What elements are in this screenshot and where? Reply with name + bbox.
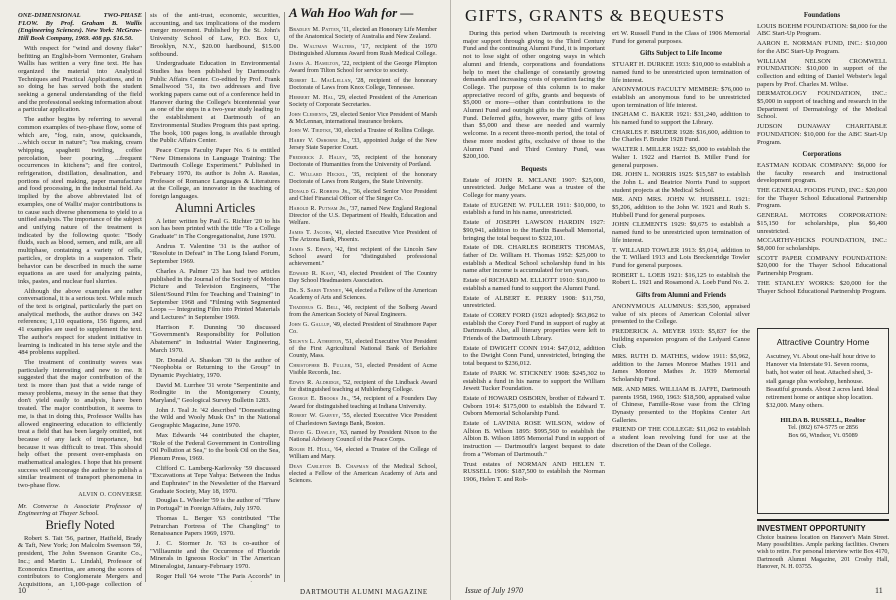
article-item: Harrison F. Dunning '30 discussed "Government's Responsibility for Pollution Abatement" in Industrial Water Engineering, March 1970. bbox=[150, 323, 280, 354]
honor-note: Robert L. MacLellan, '28, recipient of the honorary Doctorate of Laws from Knox College, Tennessee. bbox=[289, 76, 437, 91]
life-income-item: CHARLES F. BRUDER 1928: $16,600, addition to the Charles F. Bruder 1928 Fund. bbox=[612, 128, 750, 144]
foundation-item: DERMATOLOGY FOUNDATION, INC.: $5,000 in support of teaching and research in the Department of Dermatology of the Medical School. bbox=[757, 90, 887, 121]
alumni-gift-item: MRS. RUTH D. MATHES, widow 1911: $5,962, addition to the James Monroe Mathes 1911 and James Monroe Mathes Jr. 1939 Memorial Scholarship Fund. bbox=[612, 353, 750, 384]
honor-note: Harry V. Osborne Jr., '33, appointed Judge of the New Jersey State Superior Court. bbox=[289, 137, 437, 152]
column-bequests bbox=[463, 30, 605, 580]
article-item: Charles A. Palmer '23 has had two articles published in the Journal of the Society of Motion Picture and Television Engineers, "The Silent/Sound Film for Teaching and Training" in September 1968 and "Filming with Segmented Loops — Integrating Film into Printed Materials and Lectures" in September 1969. bbox=[150, 267, 280, 322]
honor-note: John G. Gallup, '49, elected President of Strathmore Paper Co. bbox=[289, 320, 437, 335]
corporations-heading: Corporations bbox=[802, 151, 842, 159]
honor-note: Dr. Waltman Walters, '17, recipient of the 1970 Distinguished Alumnus Award from Rush Medical College. bbox=[289, 42, 437, 58]
life-income-item: DR. JOHN L. NORRIS 1925: $15,587 to establish the John L. and Beatrice Norris Fund to support student projects at the Medical School. bbox=[612, 171, 750, 194]
gifts-intro: During this period when Dartmouth is receiving major support through giving to the Third Century Fund and the continuing Alumni Fund, it is important not to lose sight of other ongoing ways in which alumni and friends, corporations and foundations help to meet the challenge of constantly growing demands and increasing costs of operation facing the College. The purpose of this column is to make appreciative record of gifts, grants and bequests of $5,000 or more—other than contributions to the Alumni Fund and outright gifts to the Third Century Fund. Deferred gifts, however, many gifts of less than $5,000 and these are needed and warmly welcome. In a recent three-month period, the total of these more modest gifts, exclusive of those to the Alumni Fund and Third Century Fund, was $200,100. bbox=[463, 30, 605, 161]
life-income-item: ROBERT L. LOEB 1921: $16,125 to establish the Robert L. 1921 and Rosamond A. Loeb Fund No. 2. bbox=[612, 271, 750, 287]
article-item: A letter written by Paul G. Richter '20 to his son has been printed with the title "To a College Graduate" in The Congregationalist, June 1970. bbox=[150, 217, 280, 240]
wah-hoo-wah-heading: A Wah Hoo Wah for — bbox=[289, 5, 414, 20]
corporation-item: THE GENERAL FOODS FUND, INC.: $20,000 for the Thayer School Educational Partnership Program. bbox=[757, 187, 887, 210]
foundation-item: WILLIAM NELSON CROMWELL FOUNDATION: $10,000 in support of the collection and editing of Daniel Webster's legal papers by Prof. Charles M. Wiltse. bbox=[757, 57, 887, 88]
honor-note: John Clements, '29, elected Senior Vice President of Marsh & McLennan, international insurance brokers. bbox=[289, 110, 437, 125]
ad-body: Choice business location on Hanover's Main Street. Many possibilities. Ample parking facilities. Owners wish to retire. For personal interview write Box 4170, Dartmouth Alumni Magazine, 201 Crosby Hall, Hanover, N. H. 03755. bbox=[757, 535, 889, 570]
investment-ad bbox=[757, 519, 889, 587]
life-income-item: STUART H. DURKEE 1933: $10,000 to establish a named fund to be unrestricted upon termination of life interest. bbox=[612, 61, 750, 84]
corporation-item: SCOTT PAPER COMPANY FOUNDATION: $20,000 for the Thayer School Educational Partnership Program. bbox=[757, 254, 887, 278]
honor-note: Dr. S. Sabin Tenney, '44, elected a Fellow of the American Academy of Arts and Sciences. bbox=[289, 286, 437, 301]
article-item: David M. Lurrhee '31 wrote "Serpentinite and Rodingite in the Montgomery County, Maryland," Geological Survey Bulletin 1283. bbox=[150, 381, 280, 405]
corporation-item: MCCARTHY-HICKS FOUNDATION, INC.: $8,000 for scholarships. bbox=[757, 237, 887, 252]
honor-note: James T. Jacobs, '41, elected Executive Vice President of The Arizona Bank, Phoenix. bbox=[289, 228, 437, 244]
review-title: ONE-DIMENSIONAL TWO-PHASE FLOW. By Prof. Graham B. Wallis (Engineering Sciences). New York: McGraw-Hill Book Company, 1969. 408 pp. $16.50. bbox=[18, 12, 142, 43]
ad-realtor: HILDA B. RUSSELL, Realtor bbox=[780, 417, 866, 425]
honor-note: Harold R. Putnam Jr., '37, named New England Regional Director of the U.S. Department of Health, Education and Welfare. bbox=[289, 204, 437, 227]
honor-note: Herbert M. Hal, '29, elected President of the American Society of Corporate Secretaries. bbox=[289, 93, 437, 108]
ad-body: Ascutney, Vt. About one-half hour drive to Hanover via Interstate 91. Seven rooms, bath, hot water oil heat. Attached shed, 3-stall garage plus workshop, henhouse. Beautiful grounds. About 2 acres land. Ideal retirement home or antique shop location. $32,000. Many others. bbox=[766, 353, 879, 410]
article-item: Dr. Donald A. Shaskan '30 is the author of "Neophobia or Returning to the Group" in Dynamic Psychiatry, 1970. bbox=[150, 356, 280, 379]
honor-note: David G. Dawley, '63, named by President Nixon to the National Advisory Council of the Peace Corps. bbox=[289, 429, 437, 444]
life-income-item: ANONYMOUS FACULTY MEMBER: $76,000 to establish an anonymous fund to be unrestricted upon termination of life interest. bbox=[612, 86, 750, 109]
column-life-income bbox=[612, 30, 750, 580]
article-item: J. C. Stormer Jr. '63 is co-author of "Villiaumite and the Occurrence of Fluoride Minerals in Igneous Rocks" in The American Mineralogist, January-February 1970. bbox=[150, 540, 280, 571]
article-item: Douglas L. Wheeler '59 is the author of "Thaw in Portugal" in Foreign Affairs, July 1970. bbox=[150, 497, 280, 513]
bequest-continued: ert W. Russell Fund in the Class of 1906 Memorial Fund for general purposes. bbox=[612, 30, 750, 45]
briefly-noted-heading: Briefly Noted bbox=[45, 518, 115, 532]
alumni-gift-item: MR. AND MRS. WILLIAM B. JAFFE, Dartmouth parents 1958, 1960, 1963: $18,500, appraised value of Chinese, Famille-Rose vase from the Ch'ing Dynasty presented to the Hopkins Center Art Galleries. bbox=[612, 385, 750, 424]
bequest-item: Estate of DR. CHARLES ROBERTS THOMAS, father of Dr. William H. Thomas 1952: $25,000 to establish a Medical School scholarship fund in his name after income is accumulated for ten years. bbox=[463, 244, 605, 275]
life-income-heading: Gifts Subject to Life Income bbox=[640, 50, 722, 58]
bequest-item: Estate of PARK W. STICKNEY 1908: $245,302 to establish a fund in his name to support the William Jewett Tucker Foundation. bbox=[463, 369, 605, 393]
corporation-item: THE STANLEY WORKS: $20,000 for the Thayer School Educational Partnership Program. bbox=[757, 279, 887, 295]
article-item: Clifford C. Lamberg-Karlovsky '59 discussed "Excavations at Tepe Yahya: Between the Indus and Euphrates" in the Newsletter of the Harvard Graduate Society, May 18, 1970. bbox=[150, 464, 280, 495]
page-number-left: 10 bbox=[18, 586, 26, 595]
honor-note: Frederick J. Haley, '35, recipient of the honorary Doctorate of Humanities from the University of Portland. bbox=[289, 154, 437, 169]
country-home-ad bbox=[757, 328, 889, 514]
footer-magazine-name: DARTMOUTH ALUMNI MAGAZINE bbox=[300, 588, 428, 596]
right-page bbox=[450, 0, 896, 600]
honor-note: Edwin R. Aldridge, '52, recipient of the Lindback Award for distinguished teaching at Muhlenberg College. bbox=[289, 378, 437, 393]
column-book-review bbox=[18, 12, 142, 590]
life-income-item: INGHAM C. BAKER 1921: $31,240, addition to his named fund to support the Library. bbox=[612, 111, 750, 127]
alumni-gifts-heading: Gifts from Alumni and Friends bbox=[635, 292, 727, 300]
honor-note: George E. Brooks Jr., '54, recipient of a Founders Day Award for distinguished teaching at Indiana University. bbox=[289, 395, 437, 410]
bequest-item: Estate of COREY FORD (1921 adopted): $63,862 to establish the Corey Ford Fund in support of rugby at Dartmouth. Also, all literary properties were left to Friends of the Dartmouth Library. bbox=[463, 311, 605, 343]
review-paragraph: The treatment of continuity waves was particularly interesting and new to me. It suggested that the major contribution of the text is more than just that a wide range of messy problems, messy in the sense that they don't yield easily to analysis, have been treated. The major contribution, it seems to me, is that in doing this, Professor Wallis has allowed engineering education to efficiently treat a field that has been largely omitted, not because of any lack of importance, but because it was difficult to treat. This should help offset the present over-emphasis on mathematical analogies. I hope that his present success will encourage the author to publish a similar treatment of transport phenomena in two-phase flow. bbox=[18, 358, 142, 490]
life-income-item: T. WILLARD TOWLER 1913: $5,014, addition to the T. Willard 1913 and Lois Breckenridge Towler Fund for general purposes. bbox=[612, 246, 750, 269]
honor-note: Christopher B. Fuller, '51, elected President of Acme Visible Records, Inc. bbox=[289, 361, 437, 376]
life-income-item: JOHN CLEMENTS 1929: $9,675 to establish a named fund to be unrestricted upon termination of life interest. bbox=[612, 221, 750, 244]
ad-title: INVESTMENT OPPORTUNITY bbox=[757, 524, 866, 533]
foundations-heading: Foundations bbox=[803, 12, 841, 19]
column-wah-hoo-wah bbox=[289, 26, 437, 582]
article-item: John J. Teal Jr. '42 described "Domesticating the Wild and Wooly Musk Ox" in the National Geographic Magazine, June 1970. bbox=[150, 406, 280, 430]
bequest-item: Estate of EUGENE W. FULLER 1911: $10,000, to establish a fund in his name, unrestricted. bbox=[463, 201, 605, 217]
bequest-item: Estate of ALBERT E. PERRY 1908: $11,750, unrestricted. bbox=[463, 294, 605, 310]
page-number-right: 11 bbox=[875, 586, 883, 595]
honor-note: Bradley M. Patten, '11, elected an Honorary Life Member of the Anatomical Society of Australia and New Zealand. bbox=[289, 26, 437, 41]
column-divider bbox=[284, 12, 285, 582]
ad-title: Attractive Country Home bbox=[776, 337, 870, 347]
review-paragraph: Although the above examples are rather conversational, it is a serious text. While much of the text is original, particularly the part on analytical methods, the author draws on 342 references; 1,110 equations, 156 figures, and 41 examples are used to supplement the text. The author's respect for student initiative in learning is indicated in his terse style and the 484 problems supplied. bbox=[18, 287, 142, 357]
honor-note: John W. Tiedtke, '30, elected a Trustee of Rollins College. bbox=[289, 127, 435, 135]
honor-note: Robert W. Garvey, '55, elected Executive Vice President of Charlestown Savings Bank, Boston. bbox=[289, 412, 437, 427]
bequests-heading: Bequests bbox=[521, 165, 547, 173]
honor-note: Edward R. Kast, '43, elected President of The Country Day School Headmasters Association. bbox=[289, 269, 437, 285]
life-income-item: WALTER I. MILLER 1922: $5,000 to establish the Walter I. 1922 and Harriot B. Miller Fund for general purposes. bbox=[612, 146, 750, 169]
briefly-paragraph: Undergraduate Education in Environmental Studies has been published by Dartmouth's Public Affairs Center. Co-edited by Prof. Frank Smallwood '51, its two addresses and five working papers came out of a conference held in Hanover during the College's bicentennial year as one of the steps in a two-year study leading to the establishment at Dartmouth of an Environmental Studies Program this past spring. The book, 100 pages long, is available through the Public Affairs Center. bbox=[150, 60, 280, 145]
column-divider bbox=[145, 12, 146, 582]
article-item: Andrus T. Valentine '31 is the author of "Resolute in Defeat" in The Long Island Forum, September 1969. bbox=[150, 242, 280, 266]
corporation-item: EASTMAN KODAK COMPANY: $6,000 for the faculty research and instructional development program. bbox=[757, 161, 887, 185]
article-item: Thomas L. Berger '63 contributed "The Petrarchan Fortress of The Changling" to Renaissance Papers 1969, 1970. bbox=[150, 514, 280, 538]
bequest-item: Estate of RICHARD M. ELLIOTT 1910: $10,000 to establish a named fund to support the Alumni Fund. bbox=[463, 277, 605, 292]
foundation-item: AARON E. NORMAN FUND, INC.: $10,000 for the ABC Start-Up Program. bbox=[757, 40, 887, 55]
honor-note: Donald G. Robbins Jr., '36, elected Senior Vice President and Chief Financial Officer of The Singer Co. bbox=[289, 187, 437, 203]
bequest-item: Trust estates of NORMAN AND HELEN T. RUSSELL 1906: $187,500 to establish the Norman 1906, Helen T. and Rob- bbox=[463, 460, 605, 483]
bequest-item: Estate of LAVINIA ROSE WILSON, widow of Albion B. Wilson 1895: $995,560 to establish the Albion B. Wilson 1895 Memorial Fund in support of instruction — Dartmouth's largest bequest to date from a "Woman of Dartmouth." bbox=[463, 420, 605, 458]
life-income-item: MR. AND MRS. JOHN W. HUBBELL 1921: $5,206, addition to the John W. 1921 and Ruth S. Hubbell Fund for general purposes. bbox=[612, 196, 750, 219]
alumni-articles-heading: Alumni Articles bbox=[174, 200, 256, 215]
footer-issue: Issue of July 1970 bbox=[465, 586, 523, 595]
honor-note: James S. Erwin, '42, first recipient of the Lincoln Saw School award for "distinguished professional achievement." bbox=[289, 245, 437, 268]
foundation-item: LOUIS BOEHM FOUNDATION: $8,000 for the ABC Start-Up Program. bbox=[757, 22, 887, 38]
gifts-title: GIFTS, GRANTS & BEQUESTS bbox=[465, 6, 726, 25]
article-item: Roger Hull '64 wrote "The Paris Accords" in bbox=[156, 572, 280, 580]
alumni-gift-item: FRIEND OF THE COLLEGE: $11,062 to establish a student loan revolving fund for use at the discretion of the Dean of the College. bbox=[612, 426, 750, 449]
alumni-gift-item: FREDERICK A. MEYER 1933: $5,837 for the building expansion program of the Ledyard Canoe Club. bbox=[612, 327, 750, 351]
honor-note: Roger H. Hull, '64, elected a Trustee of the College of William and Mary. bbox=[289, 446, 437, 461]
column-foundations bbox=[757, 12, 887, 324]
honor-note: James A. Hamilton, '22, recipient of the George Plimpton Award from Tilton School for service to society. bbox=[289, 59, 437, 75]
bequest-item: Estate of JOSEPH LAWSON HARDIN 1927: $90,941, addition to the Hardin Baseball Memorial, bringing the total bequest to $322,101. bbox=[463, 219, 605, 242]
foundation-item: JUDSON DUNAWAY CHARITABLE FOUNDATION: $10,000 for the ABC Start-Up Program. bbox=[757, 123, 887, 146]
review-paragraph: The author begins by referring to several common examples of two-phase flow, some of which are, "fog, rain, snow, quicksands, ...which occur in nature"; "tea making, cream whipping, spaghetti twirling, coffee percolation, beer pouring, ...frequent occurrences in kitchens"; and fire control, refrigeration, distillation, desalination, and portions of steel making, paper manufacture and food processing, in the industrial field. As implied by the above abbreviated list of examples, one of Wallis' major contributions is to cause such diverse phenomena to yield to a unified analysis. The importance of the subject and unifying nature of the treatment is indicated by the following quote: "Body fluids, such as blood, semen, and milk, are all multiphase, containing a variety of cells, particles, or droplets in a suspension. Their behavior can be described in much the same equations as are used for analyzing paints, inks, pastes, and nuclear fuel slurries. bbox=[18, 116, 142, 285]
honor-note: Thaddeus G. Bell, '46, recipient of the Solberg Award from the American Society of Naval Engineers. bbox=[289, 303, 437, 318]
honor-note: Selwyn L. Atherton, '51, elected Executive Vice President of the First Agricultural National Bank of Berkshire County, Mass. bbox=[289, 337, 437, 359]
bequest-item: Estate of HOWARD OSBORN, brother of Edward T. Osborn 1914: $175,000 to establish the Edward T. Osborn Memorial Scholarship Fund. bbox=[463, 394, 605, 418]
corporation-item: GENERAL MOTORS CORPORATION: $15,150 for scholarships, plus $6,400 unrestricted. bbox=[757, 212, 887, 235]
column-alumni-articles bbox=[150, 12, 280, 582]
reviewer-bio: Mr. Converse is Associate Professor of Engineering at Thayer School. bbox=[18, 502, 142, 518]
honor-note: C. Willard Heckel, '35, recipient of the honorary Doctorate of Laws from Rutgers, the State University. bbox=[289, 170, 437, 186]
article-item: Max Edwards '44 contributed the chapter, "Role of the Federal Government in Controlling Oil Pollution at Sea," to the book Oil on the Sea, Plenum Press, 1969. bbox=[150, 431, 280, 462]
briefly-paragraph: Peace Corps Faculty Paper No. 6 is entitled "New Dimensions in Language Training: The Dartmouth College Experiment." Published in February 1970, its author is John A. Rassias, Professor of Romance Languages & Literatures at the College, an innovator in the teaching of foreign languages. bbox=[150, 146, 280, 201]
review-paragraph: With respect for "wind and downy flake" befitting an English-born Vermonter, Graham Wallis has written a very fine text. He has organized the material into Analytical Techniques and Practical Applications, and in so doing he has served both the student seeking a general understanding of the field and the professional seeking information about a particular application. bbox=[18, 44, 142, 114]
alumni-gift-item: ANONYMOUS ALUMNUS: $35,500, appraised value of six pieces of American Colonial silver presented to the College. bbox=[612, 302, 750, 326]
ad-address: Box 66, Windsor, Vt. 05089 bbox=[788, 432, 858, 440]
briefly-continued: sis of the anti-trust, economic, securities, accounting, and tax implications of the modern merger movement. Published by the St. John's University School of Law, P.O. Box U, Brooklyn, N.Y., $20.00 hardbound, $15.00 softbound. bbox=[150, 12, 280, 58]
review-signature: ALVIN O. CONVERSE bbox=[78, 491, 142, 498]
bequest-item: Estate of JOHN R. MCLANE 1907: $25,000, unrestricted. Judge McLane was a trustee of the College for many years. bbox=[463, 176, 605, 200]
honor-note: Dean Carleton B. Chapman of the Medical School, elected a Fellow of the American Academy of Arts and Sciences. bbox=[289, 463, 437, 485]
briefly-noted-text: Robert S. Tait '56, partner, Hatfield, Brady & Taft, New York; Jon Malcolm Swenson '59, president, The John Swenson Granite Co., Inc.; and Martin L. Lindahl, Professor of Economics Emeritus, are among the scores of contributors to Conglomerate Mergers and Acquisitions, an 1,100-page collection of bbox=[18, 534, 142, 588]
ad-telephone: Tel. (802) 674-5775 or 2856 bbox=[787, 424, 859, 432]
bequest-item: Estate of DWIGHT CONN 1914: $47,012, addition to the Dwight Conn Fund, unrestricted, bringing the total bequest to $236,012. bbox=[463, 344, 605, 368]
